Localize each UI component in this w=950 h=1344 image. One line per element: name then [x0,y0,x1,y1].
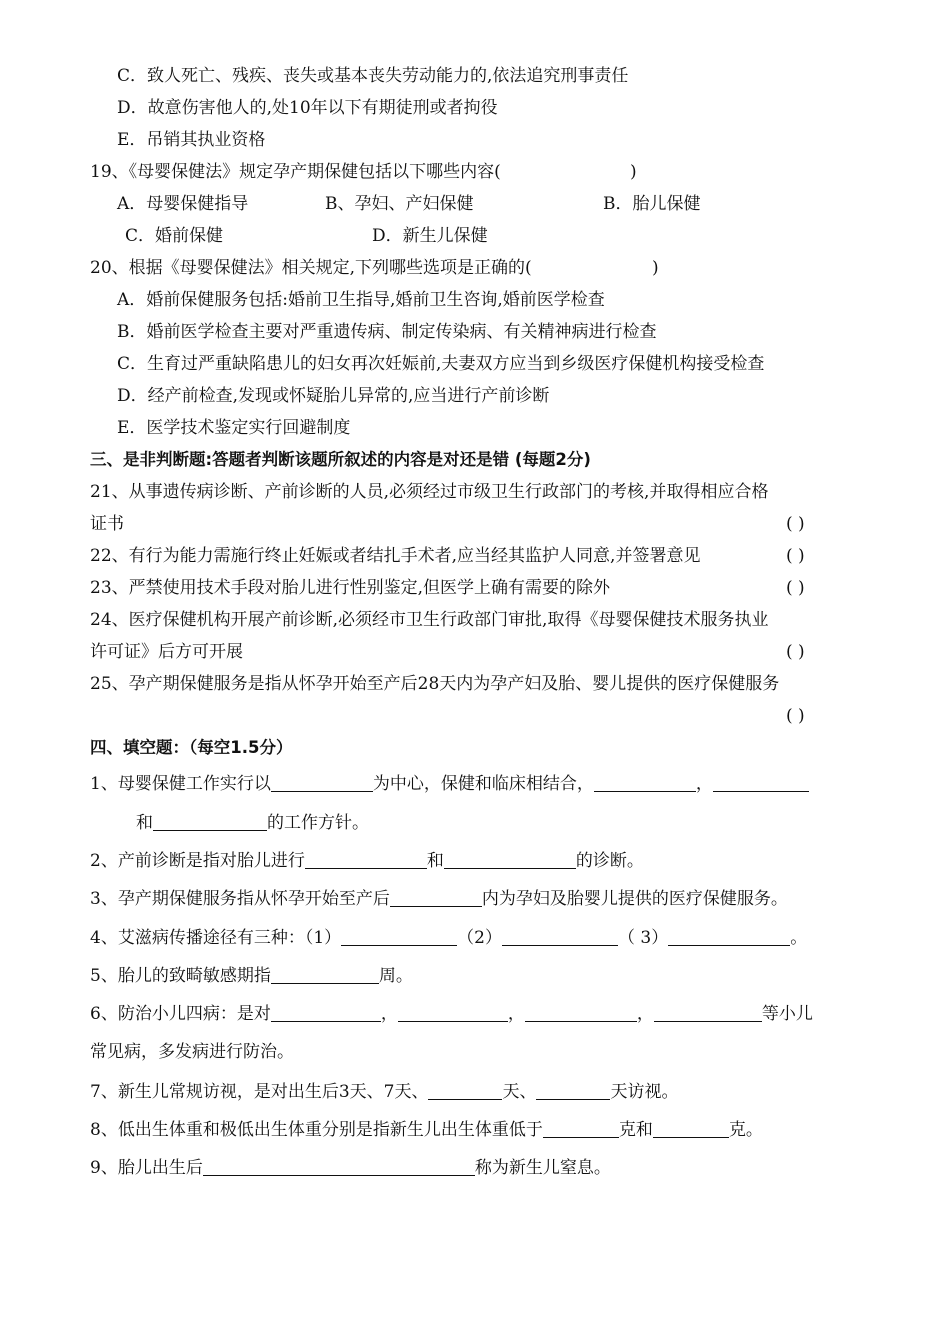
fill-2 [90,849,644,873]
fill-6-text-b: ， [380,1004,398,1024]
q23-text: 23、严禁使用技术手段对胎儿进行性别鉴定,但医学上确有需要的除外 [90,578,611,598]
fill-4-blank-1[interactable] [341,927,457,946]
fill-6-blank-1[interactable] [271,1003,381,1022]
q25-text: 25、孕产期保健服务是指从怀孕开始至产后28天内为孕产妇及胎、婴儿提供的医疗保健服务 [90,674,780,694]
q20-close-paren: ) [652,258,659,278]
fill-4-blank-2[interactable] [502,927,618,946]
q24-answer-paren[interactable]: ( ) [786,642,805,662]
fill-7-text-b: 天、 [502,1082,537,1102]
fill-4-text-b: （2） [457,928,502,948]
fill-2-text-c: 的诊断。 [575,851,644,871]
fill-3 [90,887,788,911]
q21-answer-paren[interactable]: ( ) [786,514,805,534]
fill-1-blank-3[interactable] [713,773,809,792]
fill-3-text-b: 内为孕妇及胎婴儿提供的医疗保健服务。 [481,889,788,909]
fill-1-text-e: 的工作方针。 [267,813,369,833]
fill-6-text-e: 等小儿 [761,1004,813,1024]
fill-9-blank-1[interactable] [203,1157,475,1176]
fill-7 [90,1080,678,1104]
fill-9 [90,1156,611,1180]
fill-6-text-d: ， [636,1004,654,1024]
fill-6-blank-3[interactable] [525,1003,637,1022]
fill-1-blank-2[interactable] [594,773,696,792]
fill-6-text-a: 6、防治小儿四病：是对 [90,1004,271,1024]
fill-7-text-a: 7、新生儿常规访视，是对出生后3天、7天、 [90,1082,429,1102]
q22-answer-paren[interactable]: ( ) [786,546,805,566]
fill-1-text-c: ， [695,774,713,794]
fill-1-line-2 [136,811,369,835]
fill-1-blank-4[interactable] [153,812,267,831]
fill-9-text-b: 称为新生儿窒息。 [474,1158,611,1178]
fill-8-text-b: 克和 [618,1120,653,1140]
fill-8 [90,1118,763,1142]
q21-line-1: 21、从事遗传病诊断、产前诊断的人员,必须经过市级卫生行政部门的考核,并取得相应合格 [90,482,769,502]
q18-option-c: C．致人死亡、残疾、丧失或基本丧失劳动能力的,依法追究刑事责任 [117,66,629,86]
q23-answer-paren[interactable]: ( ) [786,578,805,598]
fill-5-text-b: 周。 [378,966,413,986]
section-3-title: 三、是非判断题:答题者判断该题所叙述的内容是对还是错 (每题2分) [90,450,591,469]
fill-6-line-1 [90,1002,813,1026]
fill-2-text-b: 和 [426,851,444,871]
fill-2-text-a: 2、产前诊断是指对胎儿进行 [90,851,305,871]
q20-stem: 20、根据《母婴保健法》相关规定,下列哪些选项是正确的( [90,258,532,278]
q20-option-d: D．经产前检查,发现或怀疑胎儿异常的,应当进行产前诊断 [117,386,550,406]
q21-line-2: 证书 [90,514,124,534]
q25-answer-paren[interactable]: ( ) [786,706,805,726]
fill-6-text-c: ， [507,1004,525,1024]
fill-8-text-a: 8、低出生体重和极低出生体重分别是指新生儿出生体重低于 [90,1120,543,1140]
fill-1-blank-1[interactable] [271,773,373,792]
q20-option-a: A．婚前保健服务包括:婚前卫生指导,婚前卫生咨询,婚前医学检查 [117,290,605,310]
q19-option-a: A．母婴保健指导 [117,194,249,214]
q19-close-paren: ) [630,162,637,182]
fill-2-blank-1[interactable] [305,850,427,869]
q19-option-b2: B．胎儿保健 [603,194,701,214]
fill-4-text-c: （ 3） [617,928,669,948]
fill-1-text-d: 和 [136,813,153,833]
fill-4-text-d: 。 [790,928,808,948]
fill-8-text-c: 克。 [728,1120,763,1140]
q19-stem: 19、《母婴保健法》规定孕产期保健包括以下哪些内容( [90,162,501,182]
fill-4-blank-3[interactable] [668,927,790,946]
fill-3-blank-1[interactable] [390,888,482,907]
fill-5-blank-1[interactable] [271,965,379,984]
q24-line-1: 24、医疗保健机构开展产前诊断,必须经市卫生行政部门审批,取得《母婴保健技术服务执业 [90,610,769,630]
q22-text: 22、有行为能力需施行终止妊娠或者结扎手术者,应当经其监护人同意,并签署意见 [90,546,701,566]
fill-2-blank-2[interactable] [444,850,576,869]
fill-1-text-a: 1、母婴保健工作实行以 [90,774,271,794]
fill-6-blank-4[interactable] [654,1003,762,1022]
fill-5 [90,964,413,988]
fill-1-text-b: 为中心，保健和临床相结合， [372,774,594,794]
fill-4 [90,926,807,950]
fill-8-blank-2[interactable] [653,1119,729,1138]
fill-5-text-a: 5、胎儿的致畸敏感期指 [90,966,271,986]
q20-option-b: B．婚前医学检查主要对严重遗传病、制定传染病、有关精神病进行检查 [117,322,657,342]
q19-option-c: C．婚前保健 [125,226,224,246]
fill-1-line-1 [90,772,809,796]
fill-7-blank-1[interactable] [428,1081,502,1100]
q20-option-c: C．生育过严重缺陷患儿的妇女再次妊娠前,夫妻双方应当到乡级医疗保健机构接受检查 [117,354,765,374]
fill-4-text-a: 4、艾滋病传播途径有三种：（1） [90,928,342,948]
q19-option-d: D．新生儿保健 [372,226,488,246]
fill-8-blank-1[interactable] [543,1119,619,1138]
q19-option-b: B、孕妇、产妇保健 [325,194,474,214]
fill-3-text-a: 3、孕产期保健服务指从怀孕开始至产后 [90,889,390,909]
fill-6-line-2: 常见病，多发病进行防治。 [90,1042,294,1062]
fill-7-blank-2[interactable] [536,1081,610,1100]
fill-7-text-c: 天访视。 [610,1082,679,1102]
fill-6-blank-2[interactable] [398,1003,508,1022]
q20-option-e: E．医学技术鉴定实行回避制度 [117,418,351,438]
q24-line-2: 许可证》后方可开展 [90,642,243,662]
q18-option-e: E．吊销其执业资格 [117,130,266,150]
q18-option-d: D．故意伤害他人的,处10年以下有期徒刑或者拘役 [117,98,498,118]
section-4-title: 四、填空题：（每空1.5分） [90,738,293,757]
fill-9-text-a: 9、胎儿出生后 [90,1158,203,1178]
